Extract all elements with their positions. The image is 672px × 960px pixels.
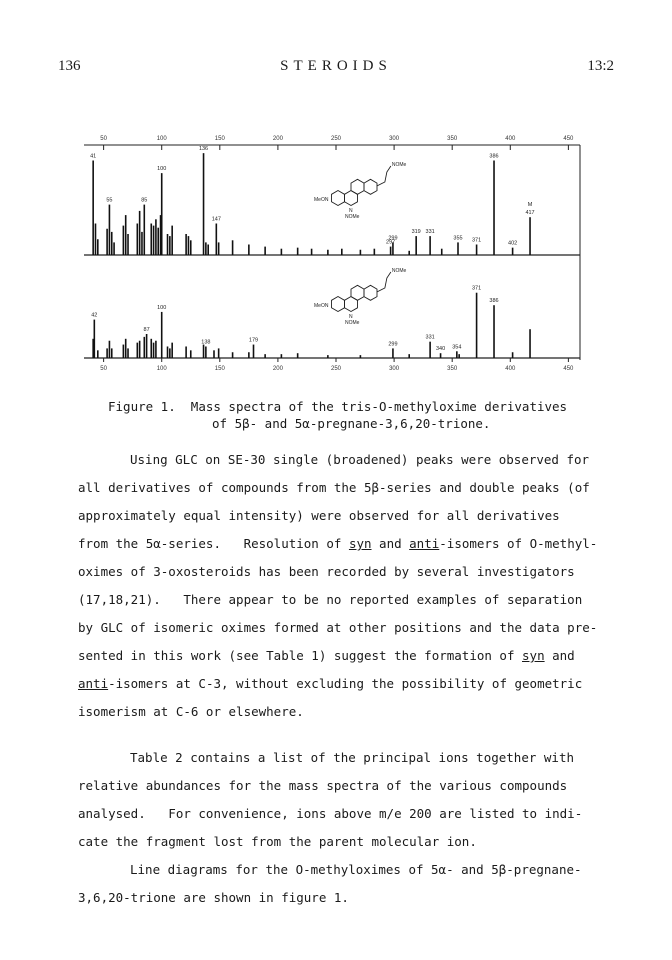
text-run: analysed. For convenience, ions above m/e 200 are listed to indi- [78,806,583,821]
upper-tick-label: 50 [100,136,107,142]
text-run: and [371,536,410,551]
lower-tick-label: 250 [330,366,342,372]
text-run: all derivatives of compounds from the 5β-series and double peaks (of [78,480,590,495]
page-number: 136 [58,58,81,74]
upper-peak-label-402: 402 [508,240,518,247]
text-run: from the 5α-series. Resolution of [78,536,349,551]
volume-issue: 13:2 [587,58,614,74]
lower-peak-label-386: 386 [489,298,499,305]
lower-peak-label-331: 331 [425,334,435,341]
paragraph-3 [78,856,638,912]
upper-structure [314,162,407,220]
lower-peak-label-354: 354 [452,344,462,351]
text-run: -isomers of O-methyl- [439,536,598,551]
upper-peak-label-355: 355 [453,235,463,242]
text-line [78,614,638,642]
text-line [78,800,638,828]
text-run: -isomers at C-3, without excluding the possibility of geometric [108,676,583,691]
text-line [78,884,638,912]
caption-line-1 [108,398,608,415]
text-line [78,744,638,772]
underlined-term: syn [348,536,372,551]
lower-label-left: MeON [314,303,329,309]
text-run: relative abundances for the mass spectra of the various compounds [78,778,568,793]
lower-tick-label: 150 [214,366,225,372]
lower-peak-label-138: 138 [201,339,211,346]
text-line [78,474,638,502]
text-run: (17,18,21). There appear to be no reported examples of separation [78,592,583,607]
upper-peak-label-136: 136 [198,146,209,153]
upper-peak-label-331: 331 [425,229,435,236]
text-line [78,856,638,884]
upper-peak-label-297: 297 [386,239,396,246]
lower-label-bottom: NOMe [344,320,360,326]
lower-peak-label-340: 340 [435,346,446,353]
text-run: Table 2 contains a list of the principal ions together with [130,750,575,765]
text-line [78,530,638,558]
text-run: oximes of 3-oxosteroids has been recorded by several investigators [78,564,575,579]
text-line [78,698,638,726]
lower-tick-label: 100 [156,366,167,372]
lower-label-top: NOMe [391,268,407,274]
molecular-ion-label: M [527,202,533,209]
paragraph-1 [78,446,638,726]
lower-tick-label: 400 [505,366,516,372]
lower-peak-label-100: 100 [157,304,167,311]
text-run: Using GLC on SE-30 single (broadened) peaks were observed for [130,452,590,467]
lower-peak-label-179: 179 [248,337,259,344]
underlined-term: syn [522,648,545,663]
mass-spectra-figure [0,0,672,400]
upper-peak-label-85: 85 [141,197,148,204]
upper-peak-label-147: 147 [211,216,221,223]
upper-tick-label: 250 [330,136,342,142]
text-run: Line diagrams for the O-methyloximes of 5α- and 5β-pregnane- [130,862,582,877]
lower-peak-label-299: 299 [388,341,398,348]
lower-tick-label: 50 [100,366,107,372]
upper-label-n: N [348,208,353,214]
underlined-term: anti [78,676,109,691]
lower-tick-label: 200 [272,366,283,372]
caption-line-2: of 5β- and 5α-pregnane-3,6,20-trione. [212,416,491,431]
caption-label: Figure 1. [108,399,176,414]
lower-tick-label: 450 [563,366,574,372]
journal-title: STEROIDS [280,58,392,74]
text-line [78,772,638,800]
upper-label-left: MeON [314,197,329,203]
upper-peak-label-319: 319 [411,229,421,236]
lower-label-n: N [348,314,353,320]
upper-peak-label-55: 55 [106,197,113,204]
figure-caption [108,398,608,432]
upper-peak-label-100: 100 [157,166,167,173]
upper-peak-label-417: 417 [525,210,535,217]
lower-structure [314,268,407,326]
lower-peak-label-371: 371 [471,285,482,292]
upper-peak-label-386: 386 [489,153,499,160]
caption-text-1: Mass spectra of the tris-O-methyloxime derivatives [190,399,568,414]
lower-peak-label-87: 87 [143,327,150,333]
lower-tick-label: 350 [447,366,458,372]
text-run: by GLC of isomeric oximes formed at other positions and the data pre- [78,620,598,635]
upper-tick-label: 400 [505,136,516,142]
text-line [78,558,638,586]
upper-tick-label: 150 [214,136,225,142]
text-run: approximately equal intensity) were observed for all derivatives [78,508,560,523]
upper-peak-label-299: 299 [388,235,398,242]
upper-label-top: NOMe [391,162,407,168]
text-run: 3,6,20-trione are shown in figure 1. [78,890,349,905]
paragraph-2 [78,744,638,856]
upper-peak-label-371: 371 [471,237,482,244]
text-line [78,828,638,856]
underlined-term: anti [409,536,440,551]
text-line [78,446,638,474]
upper-label-bottom: NOMe [344,214,360,220]
lower-peak-label-42: 42 [91,312,98,319]
text-line [78,586,638,614]
text-run: cate the fragment lost from the parent molecular ion. [78,834,477,849]
upper-tick-label: 300 [389,136,400,142]
upper-tick-label: 450 [563,136,574,142]
lower-tick-label: 300 [389,366,400,372]
text-run: isomerism at C-6 or elsewhere. [78,704,304,719]
text-run: and [544,648,575,663]
text-line [78,642,638,670]
text-line [78,502,638,530]
upper-peak-label-41: 41 [90,153,97,160]
text-line [78,670,638,698]
upper-tick-label: 200 [272,136,283,142]
text-run: sented in this work (see Table 1) suggest the formation of [78,648,523,663]
upper-tick-label: 100 [156,136,167,142]
upper-tick-label: 350 [447,136,458,142]
